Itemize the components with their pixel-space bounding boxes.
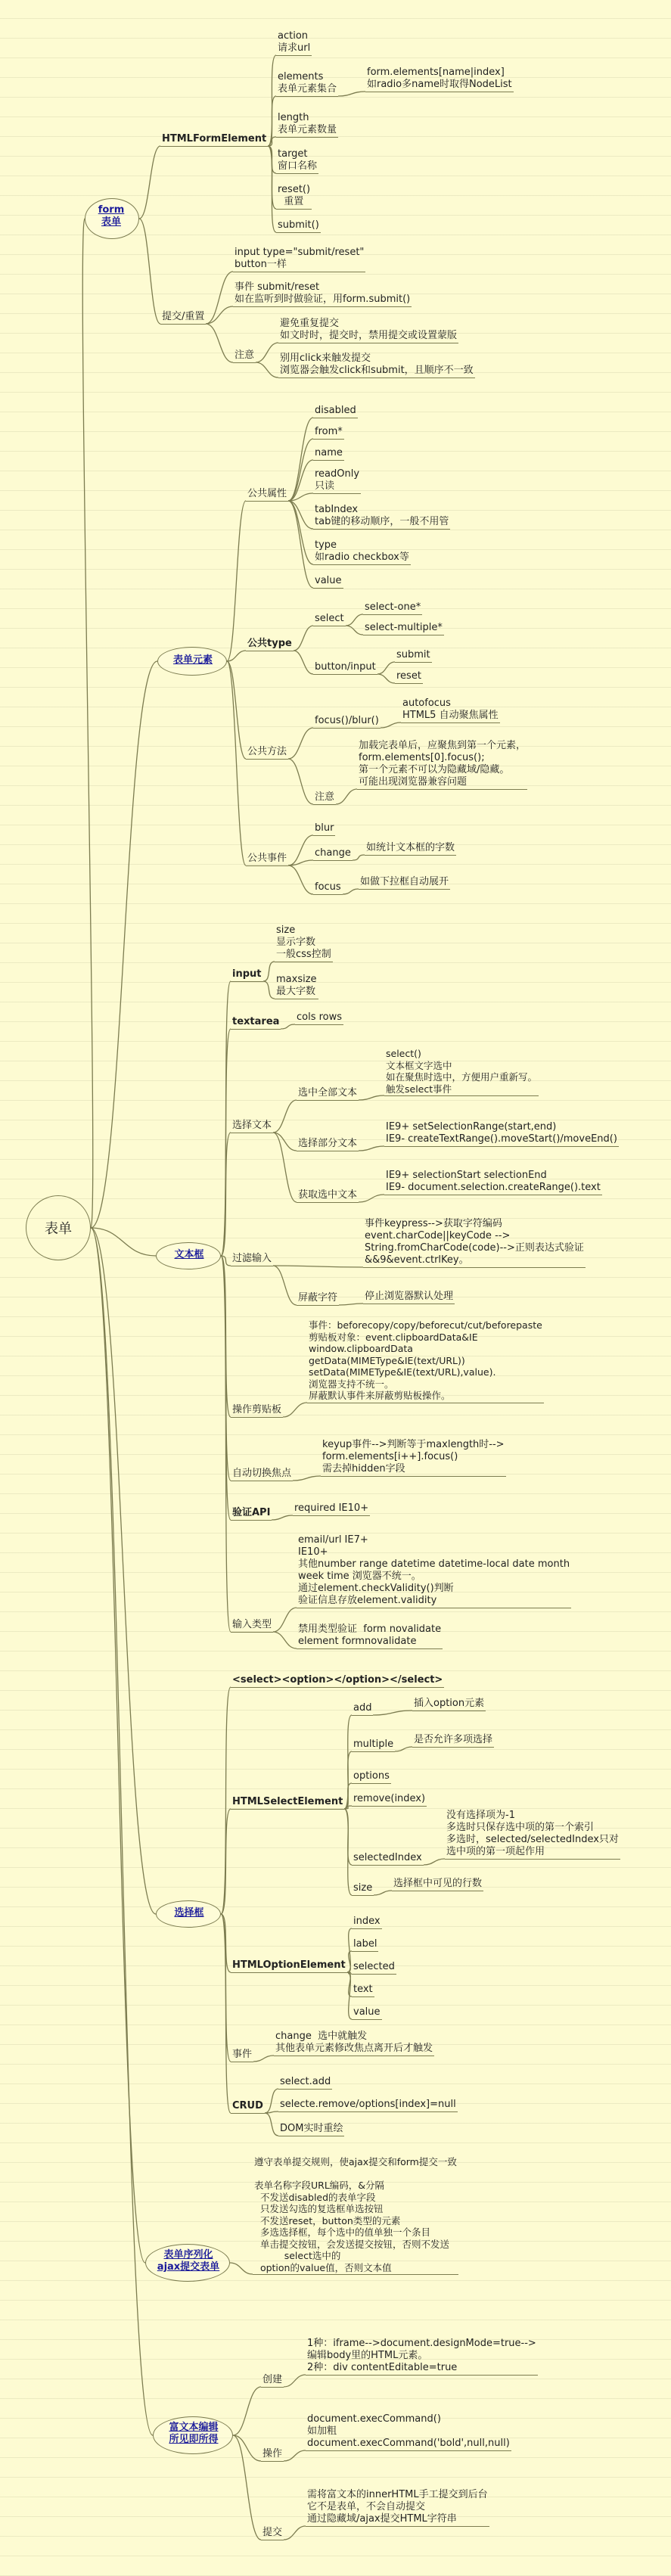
rt-submit-node: 提交 bbox=[261, 2527, 284, 2540]
connector-line bbox=[221, 1687, 231, 1914]
connector-line bbox=[206, 306, 233, 324]
connector-line bbox=[91, 1228, 156, 1914]
connector-line bbox=[283, 1403, 307, 1417]
tb-maxsize-node: maxsize 最大字数 bbox=[275, 974, 318, 999]
connector-line bbox=[265, 2113, 278, 2136]
root-label: 表单 bbox=[45, 1221, 72, 1237]
connector-line bbox=[221, 981, 231, 1256]
connector-line bbox=[221, 1029, 231, 1256]
event-change: change bbox=[313, 847, 353, 861]
sb-remove: remove(index) bbox=[352, 1793, 427, 1807]
connector-line bbox=[139, 219, 160, 324]
connector-line bbox=[273, 1632, 297, 1648]
tb-size-node: size 显示字数 一般css控制 bbox=[275, 924, 333, 962]
tb-select-part: 选择部分文本 bbox=[297, 1138, 359, 1151]
connector-line bbox=[284, 2450, 306, 2461]
connector-line bbox=[377, 674, 395, 683]
connector-line bbox=[359, 1195, 384, 1202]
button-submit: submit bbox=[395, 649, 432, 663]
tb-input-types-node: 输入类型 bbox=[231, 1619, 273, 1633]
submit-event-node: 事件 submit/reset 如在监听到时做验证，用form.submit() bbox=[233, 281, 412, 307]
connector-line bbox=[265, 2089, 278, 2113]
change-note: 如统计文本框的字数 bbox=[365, 842, 456, 856]
connector-line bbox=[353, 855, 365, 860]
length-node: length 表单元素数量 bbox=[276, 112, 338, 138]
type-button-input-node: button/input bbox=[313, 661, 377, 675]
public-methods-node: 公共方法 bbox=[246, 746, 288, 760]
attr-from: from* bbox=[313, 426, 344, 440]
connector-line bbox=[206, 272, 233, 324]
connector-line bbox=[273, 1608, 297, 1632]
tb-mask-node: 屏蔽字符 bbox=[297, 1292, 339, 1306]
connector-line bbox=[221, 1256, 231, 1481]
connector-line bbox=[288, 418, 313, 501]
connector-line bbox=[288, 728, 313, 759]
sb-opt-text: text bbox=[352, 1984, 374, 1997]
connector-line bbox=[288, 501, 313, 588]
submit-note-2: 别用click来触发提交 浏览器会触发click和submit，且顺序不一致 bbox=[278, 353, 475, 378]
connector-line bbox=[233, 2435, 261, 2461]
sb-options: options bbox=[352, 1770, 391, 1784]
tb-input-types-detail: email/url IE7+ IE10+ 其他number range datetime datetime-local date month week time 浏览器不统一。 通过element.checkValidity()判断 验证信息存放element.validity bbox=[297, 1534, 571, 1608]
connector-line bbox=[256, 343, 278, 362]
tb-cols-rows: cols rows bbox=[295, 1011, 343, 1025]
submit-note-node: 注意 bbox=[233, 350, 256, 363]
elements-detail: form.elements[name|index] 如radio多name时取得NodeList bbox=[365, 67, 514, 92]
tb-textarea-node: textarea bbox=[231, 1016, 281, 1030]
tb-select-all-detail: select() 文本框文字选中 如在聚焦时选中，方便用户重新写。 触发select事件 bbox=[384, 1048, 539, 1096]
tb-filter-detail: 事件keypress-->获取字符编码 event.charCode||keyCode --> String.fromCharCode(code)-->正则表达式验证 &&9&event.ctrlKey。 bbox=[363, 1218, 586, 1268]
connector-line bbox=[233, 2435, 261, 2540]
sb-markup-node: <select><option></option></select> bbox=[231, 1674, 444, 1688]
connector-line bbox=[338, 92, 365, 96]
rt-create-detail: 1种：iframe-->document.designMode=true--> 编辑body里的HTML元素。 2种：div contentEditable=true bbox=[306, 2338, 538, 2376]
connector-line bbox=[273, 1133, 297, 1151]
sb-opt-selected: selected bbox=[352, 1961, 396, 1975]
connector-line bbox=[272, 1515, 293, 1520]
sb-size: size bbox=[352, 1882, 374, 1896]
connector-line bbox=[374, 1891, 392, 1895]
connector-line bbox=[373, 1711, 412, 1715]
focus-note: 如做下拉框自动展开 bbox=[359, 876, 450, 890]
connector-line bbox=[294, 651, 313, 674]
connector-line bbox=[221, 1256, 231, 1417]
connector-line bbox=[343, 889, 359, 894]
connector-line bbox=[230, 2263, 253, 2274]
connector-line bbox=[284, 2375, 306, 2387]
event-focus: focus bbox=[313, 881, 343, 895]
connector-line bbox=[268, 146, 276, 232]
connector-line bbox=[395, 1747, 412, 1751]
connector-line bbox=[294, 626, 313, 651]
connector-line bbox=[221, 1914, 231, 1972]
rt-operate-node: 操作 bbox=[261, 2448, 284, 2462]
connector-line bbox=[288, 835, 313, 865]
connector-line bbox=[293, 1476, 321, 1481]
sb-opt-index: index bbox=[352, 1916, 382, 1929]
connector-line bbox=[346, 614, 363, 626]
connector-line bbox=[227, 661, 246, 759]
sb-selectelement-node: HTMLSelectElement bbox=[231, 1796, 344, 1810]
connector-line bbox=[221, 1256, 231, 1632]
connector-line bbox=[288, 460, 313, 501]
attr-type: type 如radio checkbox等 bbox=[313, 539, 411, 565]
public-events-node: 公共事件 bbox=[246, 853, 288, 866]
connector-line bbox=[265, 2111, 278, 2113]
connector-line bbox=[336, 789, 357, 804]
connector-line bbox=[268, 146, 276, 209]
connector-line bbox=[288, 865, 313, 894]
sb-add-note: 插入option元素 bbox=[412, 1698, 486, 1711]
public-attrs-node: 公共属性 bbox=[246, 488, 288, 502]
type-select-node: select bbox=[313, 613, 346, 626]
connector-line bbox=[221, 1914, 231, 2062]
root-node bbox=[26, 1195, 91, 1260]
connector-line bbox=[344, 1783, 352, 1809]
rich-text-label[interactable]: 富文本编辑 所见即所得 bbox=[169, 2422, 219, 2445]
connector-line bbox=[221, 1256, 231, 1266]
autofocus-node: autofocus HTML5 自动聚焦属性 bbox=[401, 698, 500, 723]
connector-line bbox=[273, 1266, 297, 1305]
serialize-detail: 遵守表单提交规则，使ajax提交和form提交一致 表单名称字段URL编码，&分隔 不发送disabled的表单字段 只发送勾选的复选框单选按钮 不发送reset，button类型的元素 多选选择框，每个选中的值单独一个条目 单击提交按钮，会发送提交按钮，否则不发送 select选中的 option的value值，否则文本值 bbox=[253, 2156, 458, 2275]
connector-line bbox=[284, 2526, 306, 2540]
connector-line bbox=[288, 759, 313, 804]
tb-autofocus-node: 自动切换焦点 bbox=[231, 1468, 293, 1481]
select-multiple: select-multiple* bbox=[363, 622, 444, 635]
rt-create-node: 创建 bbox=[261, 2374, 284, 2388]
form-elements-label[interactable]: 表单元素 bbox=[172, 654, 213, 666]
sb-events-detail: change 选中就触发 其他表单元素修改焦点离开后才触发 bbox=[274, 2031, 434, 2056]
sb-opt-label: label bbox=[352, 1938, 378, 1952]
connector-line bbox=[288, 860, 313, 865]
submit-input-node: input type="submit/reset" button一样 bbox=[233, 247, 365, 272]
connector-line bbox=[273, 1100, 297, 1133]
connector-line bbox=[344, 1809, 352, 1895]
connector-line bbox=[256, 362, 278, 378]
elements-node: elements 表单元素集合 bbox=[276, 71, 338, 97]
tb-filter-node: 过滤输入 bbox=[231, 1253, 273, 1266]
sb-selectedindex: selectedIndex bbox=[352, 1852, 424, 1866]
sb-crud-add: select.add bbox=[278, 2076, 332, 2090]
connector-line bbox=[91, 1228, 153, 2435]
sb-opt-value: value bbox=[352, 2006, 382, 2020]
connector-line bbox=[221, 1256, 231, 1520]
focus-blur-node: focus()/blur() bbox=[313, 715, 381, 729]
submit-note-1: 避免重复提交 如文时时，提交时，禁用提交或设置蒙版 bbox=[278, 318, 458, 343]
connector-line bbox=[227, 501, 246, 661]
sb-crud-node: CRUD bbox=[231, 2100, 265, 2114]
tb-select-text-node: 选择文本 bbox=[231, 1120, 273, 1133]
connector-line bbox=[281, 1024, 295, 1029]
action-node: action 请求url bbox=[276, 30, 312, 56]
connector-line bbox=[273, 1133, 297, 1202]
tb-input-types-disable: 禁用类型验证 form novalidate element formnovalidate bbox=[297, 1624, 443, 1649]
connector-line bbox=[263, 962, 275, 981]
connector-line bbox=[253, 2056, 274, 2062]
sb-multiple-note: 是否允许多项选择 bbox=[412, 1734, 494, 1748]
connector-line bbox=[273, 1266, 363, 1267]
htmlformelement-node: HTMLFormElement bbox=[160, 133, 268, 147]
sb-add: add bbox=[352, 1702, 373, 1716]
connector-line bbox=[91, 661, 157, 1228]
tb-mask-note: 停止浏览器默认处理 bbox=[363, 1291, 455, 1304]
connector-line bbox=[359, 1146, 384, 1151]
reset-node: reset() 重置 bbox=[276, 184, 312, 210]
connector-line bbox=[288, 493, 313, 501]
connector-line bbox=[268, 96, 276, 146]
submit-reset-node: 提交/重置 bbox=[160, 311, 206, 325]
rt-submit-detail: 需将富文本的innerHTML手工提交到后台 它不是表单，不会自动提交 通过隐藏域/ajax提交HTML字符串 bbox=[306, 2489, 489, 2527]
sb-events-node: 事件 bbox=[231, 2049, 253, 2062]
connector-line bbox=[346, 626, 363, 635]
connector-line bbox=[288, 501, 313, 564]
connector-line bbox=[268, 55, 276, 146]
connector-line bbox=[263, 981, 275, 999]
connector-line bbox=[139, 146, 160, 219]
sb-multiple: multiple bbox=[352, 1739, 395, 1752]
sb-crud-remove: selecte.remove/options[index]=null bbox=[278, 2099, 458, 2112]
serialize-label[interactable]: 表单序列化 ajax提交表单 bbox=[157, 2249, 220, 2273]
connector-line bbox=[227, 661, 246, 865]
select-box-label[interactable]: 选择框 bbox=[174, 1907, 204, 1919]
connector-line bbox=[344, 1751, 352, 1809]
submit-node: submit() bbox=[276, 219, 321, 233]
tb-clipboard-node: 操作剪贴板 bbox=[231, 1404, 283, 1418]
connector-line bbox=[221, 1914, 231, 2113]
tb-select-all: 选中全部文本 bbox=[297, 1087, 359, 1101]
connector-line bbox=[206, 324, 233, 362]
connector-line bbox=[221, 1133, 231, 1256]
attr-value: value bbox=[313, 575, 343, 589]
connector-line bbox=[359, 1095, 384, 1100]
connector-line bbox=[91, 1228, 145, 2263]
tb-autofocus-detail: keyup事件-->判断等于maxlength时--> form.elements[i++].focus() 需去掉hidden字段 bbox=[321, 1439, 506, 1477]
sb-optionelement-node: HTMLOptionElement bbox=[231, 1959, 347, 1973]
rt-operate-detail: document.execCommand() 如加粗 document.execCommand('bold',null,null) bbox=[306, 2413, 511, 2451]
connector-line bbox=[288, 439, 313, 501]
textbox-label[interactable]: 文本框 bbox=[174, 1249, 204, 1260]
connector-line bbox=[221, 1809, 231, 1914]
connector-line bbox=[424, 1859, 445, 1865]
connector-line bbox=[227, 651, 246, 661]
tb-clipboard-detail: 事件：beforecopy/copy/beforecut/cut/beforepaste 剪贴板对象：event.clipboardData&IE window.clipboardData getData(MIMEType&IE(text/URL)) setData(MIMEType&IE(text/URL),value). 浏览器支持不统一。 屏蔽默认事件来屏蔽剪贴板操作。 bbox=[307, 1319, 544, 1403]
connector-line bbox=[82, 219, 92, 1228]
connector-line bbox=[344, 1715, 352, 1809]
connector-line bbox=[381, 722, 401, 728]
attr-tabindex: tabIndex tab键的移动顺序，一般不用管 bbox=[313, 504, 450, 530]
tb-get-selected: 获取选中文本 bbox=[297, 1189, 359, 1203]
sb-size-note: 选择框中可见的行数 bbox=[392, 1878, 483, 1891]
connector-line bbox=[377, 662, 395, 674]
methods-note-node: 注意 bbox=[313, 791, 336, 805]
connector-line bbox=[268, 137, 276, 146]
methods-note-detail: 加载完表单后，应聚焦到第一个元素， form.elements[0].focus(); 第一个元素不可以为隐藏域/隐藏。 可能出现浏览器兼容问题 bbox=[357, 740, 527, 790]
attr-readonly: readOnly 只读 bbox=[313, 468, 361, 494]
public-type-node: 公共type bbox=[246, 638, 294, 651]
attr-name: name bbox=[313, 447, 344, 461]
tb-get-selected-detail: IE9+ selectionStart selectionEnd IE9- document.selection.createRange().text bbox=[384, 1170, 602, 1195]
connector-line bbox=[344, 1809, 352, 1865]
connector-line bbox=[233, 2387, 261, 2435]
connector-line bbox=[91, 1228, 156, 1256]
event-blur: blur bbox=[313, 822, 335, 836]
button-reset: reset bbox=[395, 670, 423, 684]
form-node-label[interactable]: form 表单 bbox=[98, 204, 125, 228]
sb-crud-dom: DOM实时重绘 bbox=[278, 2123, 344, 2136]
attr-disabled: disabled bbox=[313, 405, 358, 418]
sb-selectedindex-note: 没有选择项为-1 多选时只保存选中项的第一个索引 多选时，selected/selectedIndex只对 选中项的第一项起作用 bbox=[445, 1810, 620, 1860]
tb-select-part-detail: IE9+ setSelectionRange(start,end) IE9- createTextRange().moveStart()/moveEnd() bbox=[384, 1121, 619, 1147]
select-one: select-one* bbox=[363, 601, 422, 615]
connector-line bbox=[268, 146, 276, 173]
target-node: target 窗口名称 bbox=[276, 148, 318, 174]
connector-line bbox=[339, 1304, 363, 1305]
connector-line bbox=[344, 1806, 352, 1809]
tb-validate-node: 验证API bbox=[231, 1507, 272, 1521]
tb-validate-detail: required IE10+ bbox=[293, 1502, 370, 1516]
tb-input-node: input bbox=[231, 968, 263, 982]
connector-line bbox=[288, 501, 313, 529]
